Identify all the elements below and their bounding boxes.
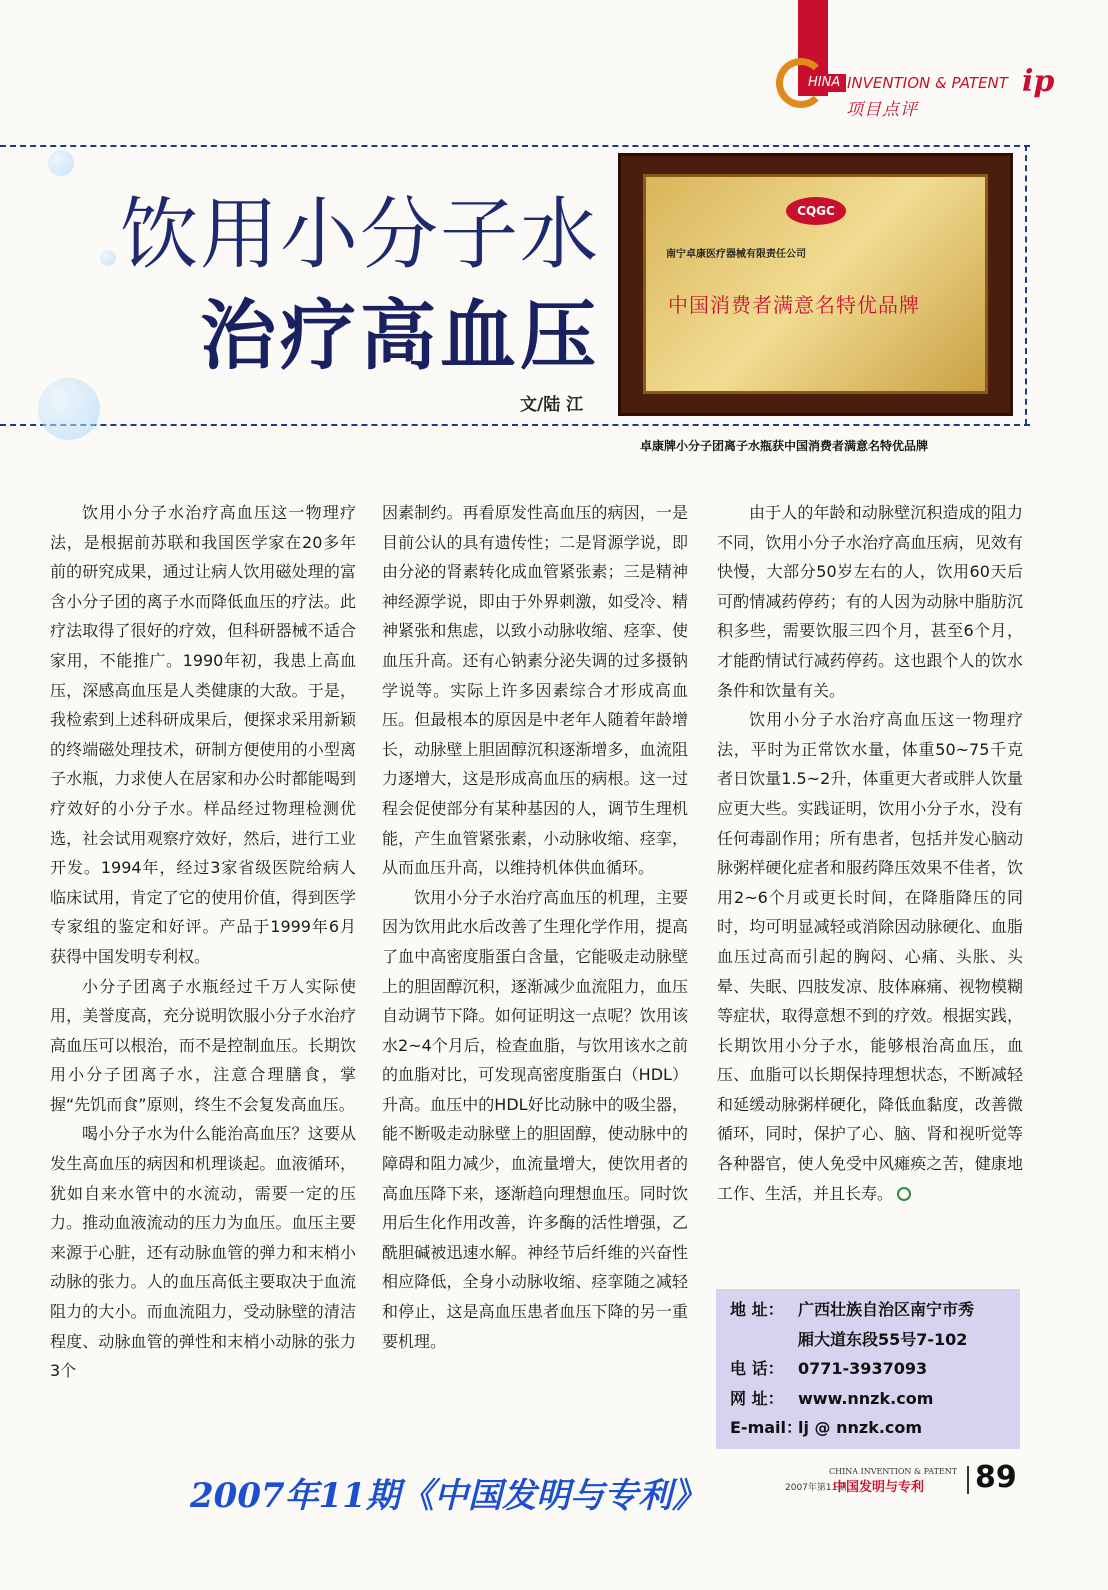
title-frame-top bbox=[0, 145, 1030, 147]
paragraph: 小分子团离子水瓶经过千万人实际使用，美誉度高，充分说明饮服小分子水治疗高血压可以根治，而不是控制血压。长期饮用小分子团离子水，注意合理膳食，掌握“先饥而食”原则，终生不会复发高血压。 bbox=[50, 976, 356, 1114]
certificate-award-title: 中国消费者满意名特优品牌 bbox=[668, 293, 920, 317]
paragraph: 饮用小分子水治疗高血压这一物理疗法，是根据前苏联和我国医学家在20多年前的研究成果，通过让病人饮用磁处理的富含小分子团的离子水而降低血压的疗法。此疗法取得了很好的疗效，但科研器械不适合家用，不能推广。1990年初，我患上高血压，深感高血压是人类健康的大敌。于是，我检索到上述科研成果后，便探求采用新颖的终端磁处理技术，研制方便使用的小型离子水瓶，力求使人在居家和办公时都能喝到疗效好的小分子水。样品经过物理检测优选，社会试用观察疗效好，然后，进行工业开发。1994年，经过3家省级医院给病人临床试用，肯定了它的使用价值，得到医学专家组的鉴定和好评。产品于1999年6月获得中国发明专利权。 bbox=[50, 503, 356, 966]
paragraph: 因素制约。再看原发性高血压的病因，一是目前公认的具有遗传性；二是肾源学说，即由分泌的肾素转化成血管紧张素；三是精神神经源学说，即由于外界刺激，如受冷、精神紧张和焦虑，以致小动脉收缩、痉挛、使血压升高。还有心钠素分泌失调的过多摄钠学说等。实际上许多因素综合才形成高血压。但最根本的原因是中老年人随着年龄增长，动脉壁上胆固醇沉积逐渐增多，血流阻力逐增大，这是形成高血压的病根。这一过程会促使部分有某种基因的人，调节生理机能，产生血管紧张素，小动脉收缩、痉挛，从而血压升高，以维持机体供血循环。 bbox=[382, 503, 688, 878]
body-column-1 bbox=[50, 498, 356, 1386]
body-column-3 bbox=[717, 498, 1023, 1208]
paragraph: 饮用小分子水治疗高血压的机理，主要因为饮用此水后改善了生理化学作用，提高了血中高密度脂蛋白含量，它能吸走动脉壁上的胆固醇沉积，逐渐减少血流阻力，血压自动调节下降。如何证明这一点呢？饮用该水2~4个月后，检查血脂，与饮用该水之前的血脂对比，可发现高密度脂蛋白（HDL）升高。血压中的HDL好比动脉中的吸尘器，能不断吸走动脉壁上的胆固醇，使动脉中的障碍和阻力减少，血流量增大，使饮用者的高血压降下来，逐渐趋向理想血压。同时饮用后生化作用改善，许多酶的活性增强，乙酰胆碱被迅速水解。神经节后纤维的兴奋性相应降低，全身小动脉收缩、痉挛随之减轻和停止，这是高血压患者血压下降的另一重要机理。 bbox=[382, 887, 688, 1351]
certificate-logo: CQGC bbox=[786, 197, 846, 225]
address-line2: 厢大道东段55号7-102 bbox=[798, 1329, 968, 1349]
footer-issue: 2007年第11期 bbox=[785, 1483, 847, 1493]
email-label: E-mail： bbox=[730, 1418, 803, 1437]
website-label: 网 址： bbox=[730, 1388, 784, 1408]
address-line1: 广西壮族自治区南宁市秀 bbox=[798, 1300, 975, 1319]
contact-box bbox=[716, 1289, 1020, 1449]
photo-caption: 卓康牌小分子团离子水瓶获中国消费者满意名特优品牌 bbox=[640, 439, 929, 453]
address-label: 地 址： bbox=[730, 1300, 784, 1319]
website-link[interactable]: www.nnzk.com bbox=[798, 1388, 934, 1408]
decorative-bubble-icon bbox=[100, 250, 116, 266]
title-frame-right bbox=[1025, 145, 1027, 425]
certificate-company: 南宁卓康医疗器械有限责任公司 bbox=[666, 249, 806, 260]
certificate-plaque bbox=[643, 174, 988, 394]
brand-china-label: HINA bbox=[806, 74, 846, 92]
body-column-2 bbox=[382, 498, 688, 1356]
paragraph bbox=[717, 705, 1023, 1208]
section-label: 项目点评 bbox=[846, 100, 918, 120]
article-title-line2: 治疗高血压 bbox=[200, 291, 600, 380]
paragraph: 由于人的年龄和动脉壁沉积造成的阻力不同，饮用小分子水治疗高血压病，见效有快慢，大部分50岁左右的人，饮用60天后可酌情减药停药；有的人因为动脉中脂肪沉积多些，需要饮服三四个月，甚至6个月，才能酌情试行减药停药。这也跟个人的饮水条件和饮量有关。 bbox=[717, 503, 1023, 700]
decorative-bubble-icon bbox=[38, 378, 100, 440]
paragraph: 喝小分子水为什么能治高血压？这要从发生高血压的病因和机理谈起。血液循环，犹如自来水管中的水流动，需要一定的压力。推动血液流动的压力为血压。血压主要来源于心脏，还有动脉血管的弹力和末梢小动脉的张力。人的血压高低主要取决于血流阻力的大小。而血流阻力，受动脉壁的清洁程度、动脉血管的弹性和末梢小动脉的张力3个 bbox=[50, 1124, 356, 1381]
footer-separator bbox=[967, 1466, 969, 1494]
phone-number: 0771-3937093 bbox=[798, 1359, 928, 1378]
article-end-icon bbox=[897, 1187, 911, 1201]
brand-invention-patent: INVENTION & PATENT bbox=[847, 74, 1008, 92]
phone-label: 电 话： bbox=[730, 1359, 784, 1378]
brand-ip-logo: ip bbox=[1022, 64, 1055, 99]
handwritten-annotation: 2007年11期《中国发明与专利》 bbox=[190, 1476, 706, 1516]
certificate-photo bbox=[618, 153, 1013, 416]
article-title-line1: 饮用小分子水 bbox=[120, 190, 601, 280]
email-link[interactable]: lj @ nnzk.com bbox=[798, 1418, 923, 1437]
footer-magazine-en: CHINA INVENTION & PATENT bbox=[829, 1467, 958, 1476]
title-frame-bottom bbox=[0, 424, 1030, 426]
article-author: 文/陆 江 bbox=[520, 395, 584, 415]
paragraph-text: 饮用小分子水治疗高血压这一物理疗法，平时为正常饮水量，体重50~75千克者日饮量1.5~2升，体重更大者或胖人饮量应更大些。实践证明，饮用小分子水，没有任何毒副作用；所有患者，包括并发心脑动脉粥样硬化症者和服药降压效果不佳者，饮用2~6个月或更长时间，在降脂降压的同时，均可明显减轻或消除因动脉硬化、血脂血压过高而引起的胸闷、心痛、头胀、头晕、失眠、四肢发凉、肢体麻痛、视物模糊等症状，取得意想不到的疗效。根据实践，长期饮用小分子水，能够根治高血压，血压、血脂可以长期保持理想状态，不断减轻和延缓动脉粥样硬化，降低血黏度，改善微循环，同时，保护了心、脑、肾和视听觉等各种器官，使人免受中风瘫痪之苦，健康地工作、生活，并且长寿。 bbox=[717, 710, 1023, 1203]
decorative-bubble-icon bbox=[48, 150, 74, 176]
page-number: 89 bbox=[975, 1460, 1017, 1495]
footer-magazine-cn: 中国发明与专利 bbox=[833, 1480, 925, 1495]
